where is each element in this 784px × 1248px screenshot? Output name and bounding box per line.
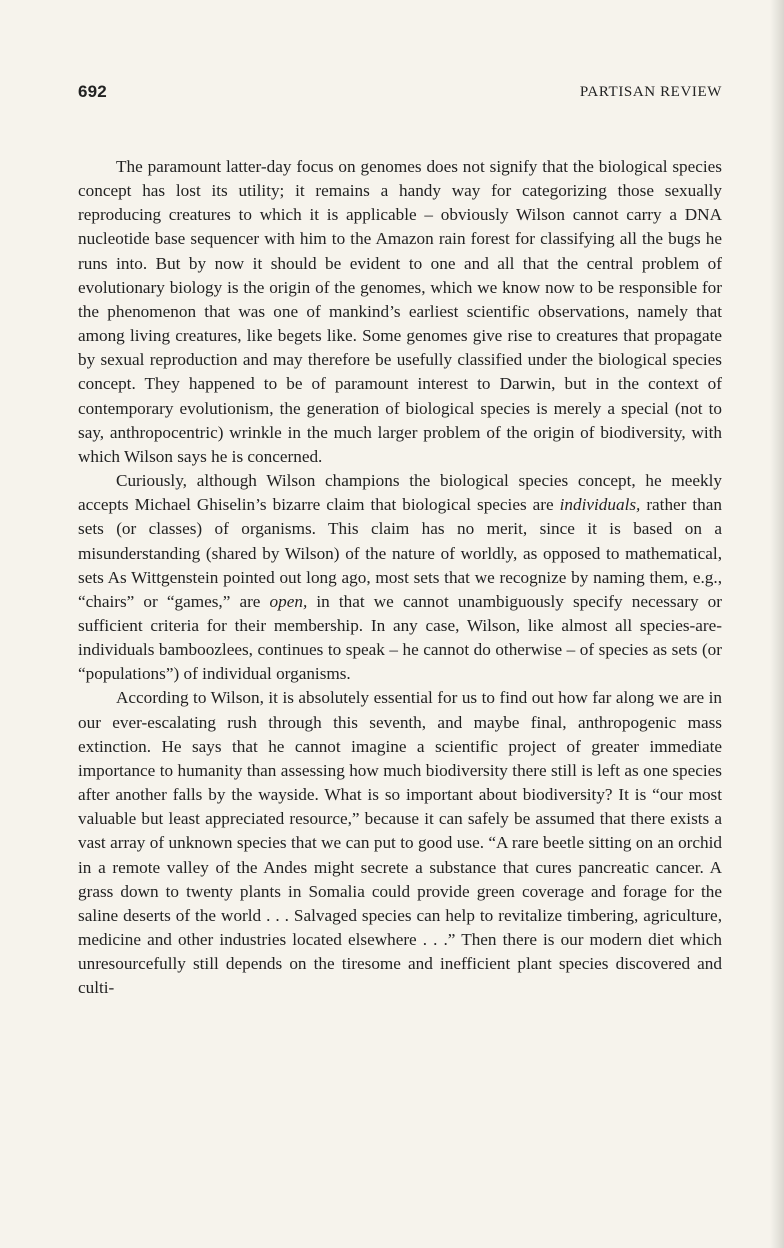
paragraph-text: Curiously, although Wilson champions the biological species concept, he meekly accepts Michael Ghiselin’s bizarre claim that biological species are — [78, 471, 722, 515]
page-edge-shadow — [770, 0, 784, 1248]
page-header — [78, 82, 722, 106]
running-head: PARTISAN REVIEW — [579, 84, 722, 100]
paragraph-text: rather than sets (or classes) of organisms. This claim has no merit, since it is based on a misunderstanding (shared by Wilson) of the nature of worldly, as opposed to mathematical, sets As Wittgenstein pointed out long ago, most sets that we recognize by naming them, e.g., “chairs” or “games,” are — [78, 495, 723, 611]
italic-term: open, — [269, 591, 308, 611]
paragraph-text: According to Wilson, it is absolutely essential for us to find out how far along we are in our ever-escalating rush through this seventh, and maybe final, anthropogenic mass extinction. He says that he cannot imagine a scientific project of greater immediate importance to humanity than assessing how much biodiversity there still is left as one species after another falls by the wayside. What is so important about biodiversity? It is “our most valuable but least appreciated resource,” because it can safely be assumed that there exists a vast array of unknown species that we can put to good use. “A rare beetle sitting on an orchid in a remote valley of the Andes might secrete a substance that cures pancreatic cancer. A grass down to twenty plants in Somalia could provide green coverage and forage for the saline deserts of the world . . . Salvaged species can help to revitalize timbering, agriculture, medicine and other industries located elsewhere . . .” Then there is our modern diet which unresourcefully still depends on the tiresome and inefficient plant species discovered and culti- — [78, 688, 722, 998]
page-number: 692 — [78, 82, 107, 101]
italic-term: individuals, — [559, 495, 641, 515]
paragraph — [78, 155, 722, 469]
article-body — [78, 155, 722, 1000]
paragraph-text: in that we cannot unambiguously specify necessary or sufficient criteria for their membership. In any case, Wilson, like almost all species-are-individuals bamboozlees, continues to speak – he cannot do otherwise – of species as sets (or “populations”) of individual organisms. — [78, 591, 722, 684]
paragraph — [78, 686, 722, 1000]
paragraph — [78, 469, 722, 686]
paragraph-text: The paramount latter-day focus on genomes does not signify that the biological species concept has lost its utility; it remains a handy way for categorizing those sexually reproducing creatures to which it is applicable – obviously Wilson cannot carry a DNA nucleotide base sequencer with him to the Amazon rain forest for classifying all the bugs he runs into. But by now it should be evident to one and all that the central problem of evolutionary biology is the origin of the genomes, which we know now to be responsible for the phenomenon that was one of mankind’s earliest scientific observations, namely that among living creatures, like begets like. Some genomes give rise to creatures that propagate by sexual reproduction and may therefore be usefully classified under the biological species concept. They happened to be of paramount interest to Darwin, but in the context of contemporary evolutionism, the generation of biological species is merely a special (not to say, anthropocentric) wrinkle in the much larger problem of the origin of biodiversity, with which Wilson says he is concerned. — [78, 157, 722, 466]
